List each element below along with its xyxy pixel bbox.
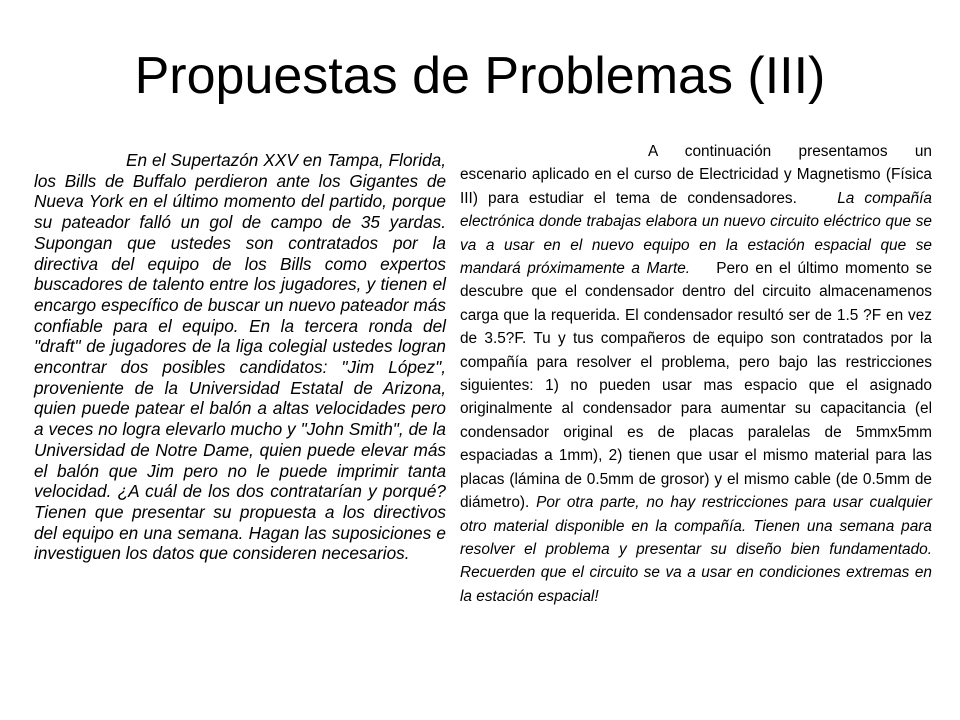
scenario-intro-text: A continuación presentamos un escenario aplicado en el curso de Electricidad y Magnetismo (Física III) para estudiar el tema de condensadores. bbox=[460, 143, 932, 207]
slide-title: Propuestas de Problemas (III) bbox=[134, 47, 826, 105]
scenario-closing-text: Por otra parte, no hay restricciones para usar cualquier otro material disponible en la compañía. Tienen una semana para resolver el problema y presentar su diseño bien fundamentado. Recuerden que el circuito se va a usar en condiciones extremas en la estación espacial! bbox=[460, 494, 932, 605]
right-column-problem bbox=[460, 140, 932, 608]
football-problem-text: En el Supertazón XXV en Tampa, Florida, los Bills de Buffalo perdieron ante los Gigantes de Nueva York en el último momento del partido, porque su pateador falló un gol de campo de 35 yardas. Supongan que ustedes son contratados por la directiva del equipo de los Bills como expertos buscadores de talento entre los jugadores, y tienen el encargo específico de buscar un nuevo pateador más confiable para el equipo. En la tercera ronda del "draft" de jugadores de la liga colegial ustedes logran encontrar dos posibles candidatos: "Jim López", proveniente de la Universidad Estatal de Arizona, quien puede patear el balón a altas velocidades pero a veces no logra elevarlo mucho y "John Smith", de la Universidad de Notre Dame, quien puede elevar más el balón que Jim pero no le puede imprimir tanta velocidad. ¿A cuál de los dos contratarían y porqué? Tienen que presentar su propuesta a los directivos del equipo en una semana. Hagan las suposiciones e investiguen los datos que consideren necesarios. bbox=[34, 150, 446, 564]
scenario-body-text: La compañía electrónica donde trabajas elabora un nuevo circuito eléctrico que se va a usar en el nuevo equipo en la estación espacial que se mandará próximamente a Marte. bbox=[460, 189, 932, 278]
left-column-problem bbox=[34, 150, 446, 564]
scenario-constraints-text: Pero en el último momento se descubre que el condensador dentro del circuito almacenamenos carga que la requerida. El condensador resultó ser de 1.5 ?F en vez de 3.5?F. Tu y tus compañeros de equipo son contratados por la compañía para resolver el problema, pero bajo las restricciones siguientes: 1) no pueden usar mas espacio que el asignado originalmente al condensador para aumentar su capacitancia (el condensador original es de placas paralelas de 5mmx5mm espaciadas a 1mm), 2) tienen que usar el mismo material para las placas (lámina de 0.5mm de grosor) y el mismo cable (de 0.5mm de diámetro). bbox=[460, 260, 933, 512]
